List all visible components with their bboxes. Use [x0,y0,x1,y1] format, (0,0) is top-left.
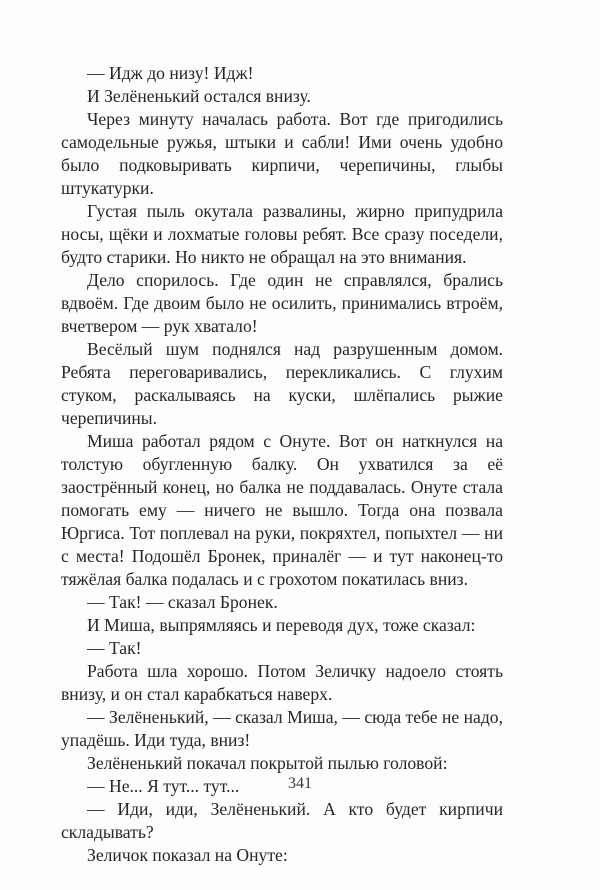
paragraph: — Не... Я тут... тут... [87,776,240,796]
paragraph: — Так! [87,638,142,658]
paragraph: Миша работал рядом с Онуте. Вот он наткнулся на толстую обугленную балку. Он ухватился за её заострённый конец, но балка не поддавалась. Онуте стала помогать ему — ничего не вышло. Тогда она позвала Юргиса. Тот поплевал на руки, покряхтел, попыхтел — ни с места! Подошёл Бронек, приналёг — и тут наконец-то тяжёлая балка подалась и с грохотом покатилась вниз. [61,431,503,589]
paragraph: Работа шла хорошо. Потом Зеличку надоело стоять внизу, и он стал карабкаться наверх. [61,661,503,704]
paragraph: — Так! — сказал Бронек. [87,592,278,612]
page-text [61,62,503,867]
paragraph: Густая пыль окутала развалины, жирно припудрила носы, щёки и лохматые головы ребят. Все сразу поседели, будто старики. Но никто не обращал на это внимания. [61,201,503,267]
paragraph: Дело спорилось. Где один не справлялся, брались вдвоём. Где двоим было не осилить, принимались втроём, вчетвером — рук хватало! [61,270,503,336]
paragraph: И Зелёненький остался внизу. [87,86,311,106]
paragraph: — Идж до низу! Идж! [87,63,254,83]
paragraph: Зелёненький покачал покрытой пылью головой: [87,753,448,773]
paragraph: Зеличок показал на Онуте: [87,845,288,865]
paragraph: — Иди, иди, Зелёненький. А кто будет кирпичи складывать? [61,799,503,842]
page-number: 341 [288,775,312,792]
paragraph: И Миша, выпрямляясь и переводя дух, тоже сказал: [87,615,476,635]
paragraph: — Зелёненький, — сказал Миша, — сюда тебе не надо, упадёшь. Иди туда, вниз! [61,707,503,750]
paragraph: Весёлый шум поднялся над разрушенным домом. Ребята переговаривались, перекликались. С глухим стуком, раскалываясь на куски, шлёпались рыжие черепичины. [61,339,503,428]
paragraph: Через минуту началась работа. Вот где пригодились самодельные ружья, штыки и сабли! Ими очень удобно было подковыривать кирпичи, черепичины, глыбы штукатурки. [61,109,503,198]
